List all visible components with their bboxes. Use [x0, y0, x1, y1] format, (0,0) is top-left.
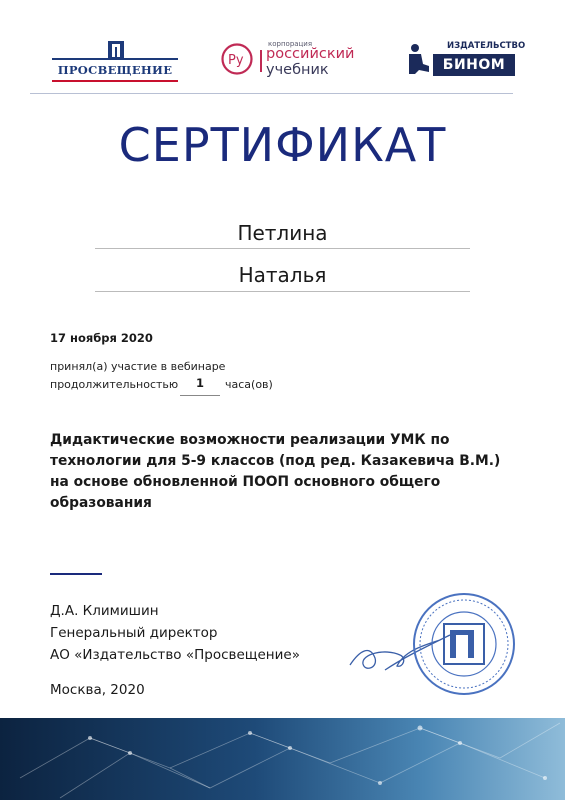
webinar-topic: Дидактические возможности реализации УМК по технологии для 5-9 классов (под ред. Казакевича В.М.) на основе обновленной ПООП основного общего образования [50, 432, 501, 511]
ru-logo-line2: учебник [266, 62, 329, 78]
city-year: Москва, 2020 [50, 682, 145, 698]
ru-logo-line1: российский [266, 46, 355, 62]
webinar-date: 17 ноября 2020 [50, 331, 153, 345]
binom-figure-icon [405, 42, 431, 76]
recipient-first-name: Наталья [238, 263, 327, 287]
svg-text:Py: Py [228, 53, 244, 68]
ru-logo-small: корпорация [268, 40, 313, 48]
signatory-company: АО «Издательство «Просвещение» [50, 647, 300, 663]
ru-circle-icon [220, 42, 254, 76]
participation-text: принял(а) участие в вебинаре [50, 360, 226, 373]
recipient-last-name: Петлина [237, 221, 328, 245]
binom-logo-top: ИЗДАТЕЛЬСТВО [447, 41, 526, 51]
first-name-underline [95, 291, 470, 292]
duration-underline [180, 395, 220, 396]
duration-value: 1 [195, 376, 204, 390]
network-pattern-icon [0, 718, 565, 800]
prosveshchenie-emblem-icon [107, 40, 125, 60]
footer-banner [0, 718, 565, 800]
signatory-name: Д.А. Климишин [50, 603, 159, 619]
ru-logo-bar [260, 50, 262, 72]
binom-logo-box: БИНОМ [433, 54, 515, 76]
duration-label: продолжительностью [50, 378, 179, 391]
header-divider [30, 93, 513, 94]
prosveshchenie-logo [52, 40, 178, 85]
company-stamp-icon [410, 590, 518, 698]
last-name-underline [95, 248, 470, 249]
duration-unit: часа(ов) [225, 378, 273, 391]
signatory-position: Генеральный директор [50, 625, 218, 641]
logo-divider-blue [52, 58, 178, 60]
prosveshchenie-logo-text: ПРОСВЕЩЕНИЕ [57, 63, 173, 77]
certificate-title: СЕРТИФИКАТ [118, 118, 447, 172]
binom-logo [405, 40, 526, 80]
accent-bar [50, 573, 102, 575]
logo-divider-red [52, 80, 178, 82]
rossiyskiy-uchebnik-logo [220, 40, 370, 80]
